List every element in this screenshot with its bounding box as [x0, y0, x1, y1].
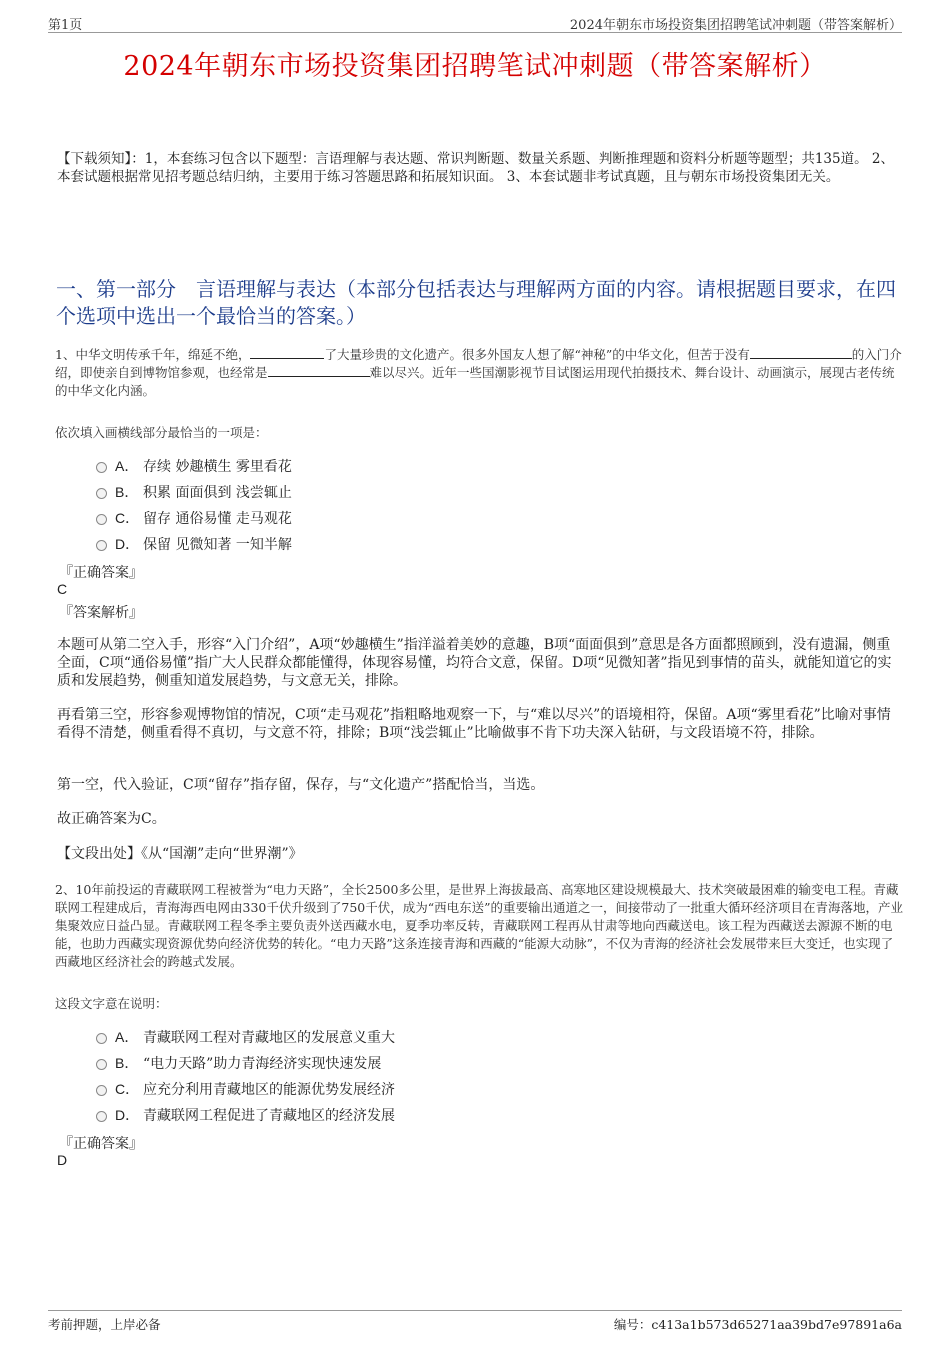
question-2-text: 2、10年前投运的青藏联网工程被誉为“电力天路”，全长2500多公里，是世界上海拔最高、高寒地区建设规模最大、技术突破最困难的输变电工程。青藏联网工程建成后，青海海西电网由330千伏升级到了750千伏，成为“西电东送”的重要输出通道之一，间接带动了一批重大循环经济项目在青海落地，产业集聚效应日益凸显。青藏联网工程冬季主要负责外送西藏水电，夏季功率反转，青藏联网工程再从甘肃等地向西藏送电。该工程为西藏送去源源不断的电能，也助力西藏实现资源优势向经济优势的转化。“电力天路”这条连接青海和西藏的“能源大动脉”，不仅为青海的经济社会发展带来巨大变迁，也实现了西藏地区经济社会的跨越式发展。: [55, 882, 904, 969]
option-d[interactable]: D． 保留 见微知著 一知半解: [96, 531, 292, 557]
question-1-text: 1、中华文明传承千年，绵延不绝， 了大量珍贵的文化遗产。很多外国友人想了解“神秘”的中华文化，但苦于没有 的入门介绍，即使亲自到博物馆参观，也经常是 难以尽兴。近年一些国潮影视节目试图运用现代拍摄技术、舞台设计、动画演示，展现古老传统的中华文化内涵。: [55, 347, 902, 398]
radio-icon[interactable]: [96, 514, 107, 525]
analysis-label: 『答案解析』: [59, 605, 143, 621]
option-c[interactable]: C． 留存 通俗易懂 走马观花: [96, 505, 292, 531]
source-note: 【文段出处】《从“国潮”走向“世界潮”》: [57, 846, 303, 862]
radio-icon[interactable]: [96, 462, 107, 473]
fill-blank: [750, 346, 852, 359]
footer-slogan: 考前押题，上岸必备: [48, 1317, 161, 1332]
option-b[interactable]: B． 积累 面面俱到 浅尝辄止: [96, 479, 292, 505]
fill-blank: [250, 346, 324, 359]
analysis-paragraph: 再看第三空，形容参观博物馆的情况，C项“走马观花”指粗略地观察一下，与“难以尽兴”的语境相符，保留。A项“雾里看花”比喻对事情看得不清楚，侧重看得不真切，与文意不符，排除；B项“浅尝辄止”比喻做事不肯下功夫深入钻研，与文段语境不符，排除。: [57, 707, 891, 741]
page-footer: [48, 1310, 902, 1341]
radio-icon[interactable]: [96, 1085, 107, 1096]
fill-blank: [268, 364, 370, 377]
correct-answer: D: [57, 1152, 68, 1168]
radio-icon[interactable]: [96, 1111, 107, 1122]
option-a[interactable]: A． 存续 妙趣横生 雾里看花: [96, 453, 292, 479]
answer-label: 『正确答案』: [59, 565, 143, 581]
answer-label: 『正确答案』: [59, 1136, 143, 1152]
radio-icon[interactable]: [96, 1033, 107, 1044]
option-b[interactable]: B． “电力天路”助力青海经济实现快速发展: [96, 1050, 395, 1076]
document-id: 编号：c413a1b573d65271aa39bd7e97891a6a: [613, 1317, 902, 1332]
radio-icon[interactable]: [96, 488, 107, 499]
option-c[interactable]: C． 应充分利用青藏地区的能源优势发展经济: [96, 1076, 395, 1102]
section-heading: 一、第一部分 言语理解与表达（本部分包括表达与理解两方面的内容。请根据题目要求，在四个选项中选出一个最恰当的答案。）: [56, 277, 896, 328]
page-header: [48, 14, 902, 33]
page-number: 第1页: [48, 18, 83, 33]
question-2-prompt: 这段文字意在说明：: [55, 996, 168, 1011]
question-1-prompt: 依次填入画横线部分最恰当的一项是：: [55, 425, 268, 440]
radio-icon[interactable]: [96, 540, 107, 551]
analysis-paragraph: 本题可从第二空入手，形容“入门介绍”，A项“妙趣横生”指洋溢着美妙的意趣，B项“面面俱到”意思是各方面都照顾到，没有遗漏，侧重全面，C项“通俗易懂”指广大人民群众都能懂得，体现容易懂，均符合文意，保留。D项“见微知著”指见到事情的苗头，就能知道它的实质和发展趋势，侧重知道发展趋势，与文意无关，排除。: [57, 637, 892, 689]
document-title: 2024年朝东市场投资集团招聘笔试冲刺题（带答案解析）: [123, 51, 827, 82]
analysis-conclusion: 故正确答案为C。: [57, 811, 166, 827]
correct-answer: C: [57, 581, 68, 597]
question-1-options: [96, 453, 292, 557]
analysis-paragraph: 第一空，代入验证，C项“留存”指存留，保存，与“文化遗产”搭配恰当，当选。: [57, 777, 545, 793]
option-a[interactable]: A． 青藏联网工程对青藏地区的发展意义重大: [96, 1024, 395, 1050]
radio-icon[interactable]: [96, 1059, 107, 1070]
download-notice: 【下载须知】：1，本套练习包含以下题型：言语理解与表达题、常识判断题、数量关系题、判断推理题和资料分析题等题型；共135道。 2、本套试题根据常见招考题总结归纳，主要用于练习答题思路和拓展知识面。 3、本套试题非考试真题，且与朝东市场投资集团无关。: [57, 151, 894, 185]
question-2-options: [96, 1024, 395, 1128]
header-doc-title: 2024年朝东市场投资集团招聘笔试冲刺题（带答案解析）: [569, 18, 902, 33]
option-d[interactable]: D． 青藏联网工程促进了青藏地区的经济发展: [96, 1102, 395, 1128]
